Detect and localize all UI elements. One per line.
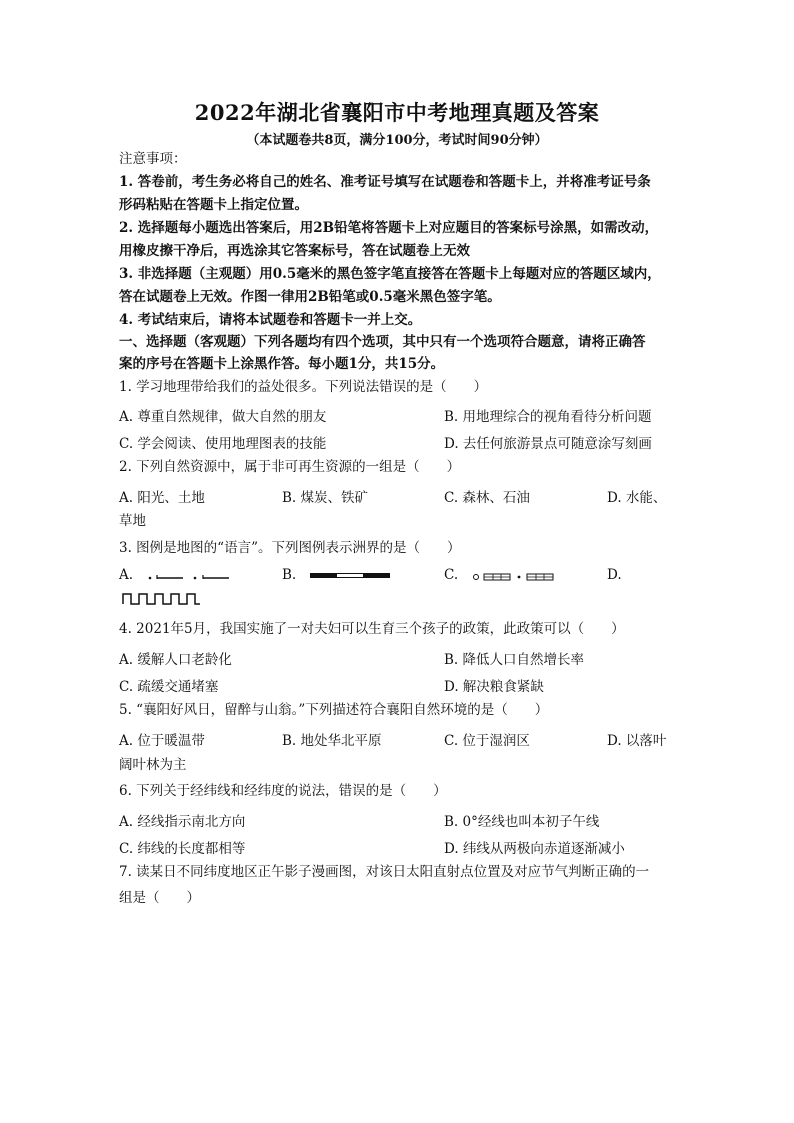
option-d: D. <box>607 567 622 583</box>
option-d: D. 解决粮食紧缺 <box>444 679 544 695</box>
notice-line: 答在试题卷上无效。作图一律用2B铅笔或0.5毫米黑色签字笔。 <box>119 289 501 305</box>
question-stem-7: 7. 读某日不同纬度地区正午影子漫画图，对该日太阳直射点位置及对应节气判断正确的一 <box>119 864 650 880</box>
option-c: C. 纬线的长度都相等 <box>119 841 246 857</box>
option-d: D. 水能、 <box>607 490 667 506</box>
options-row <box>119 567 689 585</box>
options-row <box>119 432 689 450</box>
option-c: C. <box>444 567 459 583</box>
option-a: A. 位于暖温带 <box>119 733 205 749</box>
question-stem-3: 3. 图例是地图的“语言”。下列图例表示洲界的是（ ） <box>119 540 461 556</box>
option-d: D. 去任何旅游景点可随意涂写刻画 <box>444 436 652 452</box>
option-d-continuation: 阔叶林为主 <box>119 757 187 773</box>
option-a: A. 尊重自然规律，做大自然的朋友 <box>119 409 327 425</box>
option-c: C. 疏缓交通堵塞 <box>119 679 219 695</box>
option-b: B. 煤炭、铁矿 <box>282 490 369 506</box>
notice-line: 2. 选择题每小题选出答案后，用2B铅笔将答题卡上对应题目的答案标号涂黑，如需改动， <box>119 220 659 236</box>
option-d: D. 纬线从两极向赤道逐渐减小 <box>444 841 625 857</box>
notice-line: 4. 考试结束后，请将本试题卷和答题卡一并上交。 <box>119 312 422 328</box>
question-stem-1: 1. 学习地理带给我们的益处很多。下列说法错误的是（ ） <box>119 379 488 395</box>
notice-heading: 注意事项： <box>119 151 187 167</box>
options-row <box>119 405 689 423</box>
section-instructions: 一、选择题（客观题）下列各题均有四个选项，其中只有一个选项符合题意，请将正确答 <box>119 334 646 350</box>
options-row <box>119 729 689 747</box>
legend-symbol-dot-dash <box>145 570 255 582</box>
option-c: C. 位于湿润区 <box>444 733 530 749</box>
legend-symbol-railway <box>309 570 393 582</box>
option-b: B. 降低人口自然增长率 <box>444 652 585 668</box>
notice-line: 用橡皮擦干净后，再选涂其它答案标号，答在试题卷上无效 <box>119 243 470 259</box>
options-row <box>119 486 689 504</box>
option-b: B. 0°经线也叫本初子午线 <box>444 814 600 830</box>
options-row <box>119 675 689 693</box>
option-d-continuation: 草地 <box>119 513 146 529</box>
option-a: A. 经线指示南北方向 <box>119 814 246 830</box>
notice-line: 3. 非选择题（主观题）用0.5毫米的黑色签字笔直接答在答题卡上每题对应的答题区域内， <box>119 266 661 282</box>
options-row <box>119 810 689 828</box>
page-subtitle: （本试题卷共8页，满分100分，考试时间90分钟） <box>246 133 548 148</box>
page-title: 2022年湖北省襄阳市中考地理真题及答案 <box>194 100 600 125</box>
option-b: B. <box>282 567 297 583</box>
option-d: D. 以落叶 <box>607 733 667 749</box>
question-stem-2: 2. 下列自然资源中，属于非可再生资源的一组是（ ） <box>119 459 461 475</box>
legend-symbol-square-wave <box>122 592 202 606</box>
option-c: C. 学会阅读、使用地理图表的技能 <box>119 436 327 452</box>
option-b: B. 地处华北平原 <box>282 733 382 749</box>
option-a: A. 缓解人口老龄化 <box>119 652 232 668</box>
notice-line: 形码粘贴在答题卡上指定位置。 <box>119 197 308 213</box>
option-b: B. 用地理综合的视角看待分析问题 <box>444 409 652 425</box>
options-row <box>119 648 689 666</box>
question-stem-4: 4. 2021年5月，我国实施了一对夫妇可以生育三个孩子的政策，此政策可以（ ） <box>119 621 625 637</box>
option-a: A. <box>119 567 134 583</box>
question-stem-7-continuation: 组是（ ） <box>119 890 200 906</box>
legend-symbol-circle-ladder <box>471 570 561 582</box>
section-instructions: 案的序号在答题卡上涂黑作答。每小题1分，共15分。 <box>119 356 445 372</box>
option-a: A. 阳光、土地 <box>119 490 205 506</box>
option-c: C. 森林、石油 <box>444 490 530 506</box>
question-stem-5: 5. “襄阳好风日，留醉与山翁。”下列描述符合襄阳自然环境的是（ ） <box>119 702 549 718</box>
options-row <box>119 837 689 855</box>
question-stem-6: 6. 下列关于经纬线和经纬度的说法，错误的是（ ） <box>119 783 447 799</box>
notice-line: 1. 答卷前，考生务必将自己的姓名、准考证号填写在试题卷和答题卡上，并将准考证号条 <box>119 174 651 190</box>
